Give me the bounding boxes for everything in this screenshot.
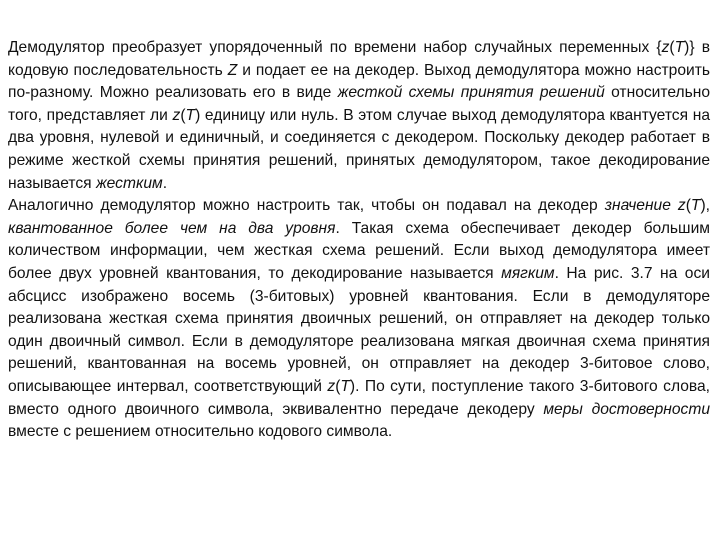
italic-term: z bbox=[327, 377, 336, 395]
italic-term: T bbox=[340, 377, 350, 395]
text-run: Аналогично демодулятор можно настроить так, чтобы он подавал на декодер bbox=[8, 197, 605, 215]
text-run: Демодулятор преобразует упорядоченный по времени набор случайных переменных { bbox=[8, 39, 662, 56]
italic-term: T bbox=[674, 39, 685, 56]
text-run: ( bbox=[669, 39, 675, 56]
text-run: . Такая схема обеспечивает декодер большим количеством информации, чем жесткая схема решений. Если выход демодулятора имеет более двух уровней квантования, то декодирование называется bbox=[8, 219, 710, 282]
text-run: ), bbox=[700, 197, 710, 215]
text-run: ( bbox=[180, 106, 186, 124]
italic-term: z bbox=[661, 39, 670, 56]
text-run: и подает ее на декодер. Выход демодулятора можно настроить по-разному. Можно реализовать его в виде bbox=[8, 61, 710, 102]
italic-term: T bbox=[185, 106, 196, 124]
italic-term: z bbox=[677, 197, 686, 215]
text-run: )} в кодовую последовательность bbox=[8, 39, 710, 79]
italic-term: меры достоверности bbox=[543, 400, 710, 418]
italic-term: квантованное более чем на два уровня bbox=[8, 219, 336, 237]
text-run: . На рис. 3.7 на оси абсцисс изображено восемь (3-битовых) уровней квантования. Если в демодуляторе реализована жесткая схема принятия двоичных решений, он отправляет на декодер только один двоичный символ. Если в демодуляторе реализована мягкая двоичная схема принятия решений, квантованная на восемь уровней, он отправляет на декодер 3-битовое слово, описывающее интервал, соответствующий bbox=[8, 264, 710, 395]
italic-term: z bbox=[172, 106, 181, 124]
text-run: ( bbox=[335, 377, 341, 395]
text-run: ( bbox=[685, 197, 691, 215]
text-run: вместе с решением относительно кодового символа. bbox=[8, 423, 393, 441]
paragraph-soft-decision bbox=[8, 195, 710, 444]
italic-term: значение bbox=[604, 197, 678, 215]
italic-term: мягким bbox=[501, 264, 555, 282]
italic-term: жесткой схемы принятия решений bbox=[337, 84, 605, 102]
italic-term: Z bbox=[227, 61, 238, 79]
text-run: относительно того, представляет ли bbox=[8, 84, 710, 124]
italic-term: T bbox=[690, 197, 701, 215]
paragraph-hard-decision bbox=[8, 37, 710, 195]
text-run: ). По сути, поступление такого 3-битового слова, вместо одного двоичного символа, эквивалентно передаче декодеру bbox=[8, 377, 710, 418]
text-run: . bbox=[162, 174, 168, 192]
text-run: ) единицу или нуль. В этом случае выход демодулятора квантуется на два уровня, нулевой и единичный, и соединяется с декодером. Поскольку декодер работает в режиме жесткой схемы принятия решений, принятых демодулятором, такое декодирование называется bbox=[8, 106, 710, 192]
italic-term: жестким bbox=[95, 174, 163, 192]
